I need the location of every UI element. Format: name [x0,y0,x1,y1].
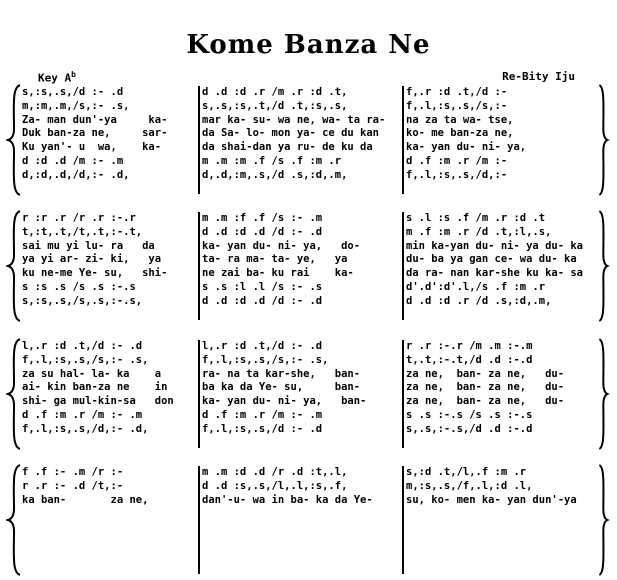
key-label: Key A [38,71,72,85]
notation-line: d,:d,.d,/d,:- .d, [22,168,130,181]
notation-line: f,.l,:s,.s,/d,:- [406,168,508,181]
song-title: Kome Banza Ne [186,30,431,60]
notation-line: d .d :d .r /d .s,:d,.m, [406,294,552,307]
key-signature [38,70,76,85]
right-brace [598,464,610,576]
composer: Re-Bity Iju [502,70,575,83]
notation-line: f,.l,:s,.s,/s,:- .s, [22,353,149,366]
lyric-line: ra- na ta kar-she, ban- [202,367,361,380]
right-brace [598,84,610,196]
key-accidental: b [71,70,76,79]
lyric-line: ka- yan du- ni- ya, do- [202,239,361,252]
lyric-line: Za- man dun'-ya ka- [22,113,168,126]
notation-line: d :d .d /m :- .m [22,155,124,167]
bar-line [402,340,404,448]
lyric-line: da Sa- lo- mon ya- ce du kan [202,127,380,140]
lyric-line: sai mu yi lu- ra da [22,239,155,252]
notation-line: t,:t,.t,/t,.t,:-.t, [22,225,143,238]
lyric-line: mar ka- su- wa ne, wa- ta ra- [202,113,386,126]
notation-line: m,:m,.m,/s,:- .s, [22,99,130,112]
notation-line: r .r :- .d /t,:- [22,479,124,492]
bar-line [402,212,404,320]
notation-line: f,.l,:s,.s,/d :- .d [202,422,323,435]
notation-line: f,.l,:s,.s,/s,:- [406,99,508,112]
notation-line: m .m :d .d /r .d :t,.l, [202,466,348,478]
lyric-line: su, ko- men ka- yan dun'-ya [406,493,577,506]
bar-line [198,466,200,574]
lyric-line: du- ba ya gan ce- wa du- ka [406,253,577,266]
notation-line: s :s .s /s .s :-.s [22,281,136,293]
notation-line: s .s :l .l /s :- .s [202,281,323,293]
notation-line: d .d :s,.s,/l,.l,:s,.f, [202,479,348,492]
notation-line: d'.d':d'.l,/s .f :m .r [406,281,546,293]
lyric-line: ne zai ba- ku rai ka- [202,267,354,280]
bar-line [198,212,200,320]
lyric-line: na za ta wa- tse, [406,113,514,126]
lyric-line: ba ka da Ye- su, ban- [202,381,361,394]
lyric-line: za ne, ban- za ne, du- [406,381,565,394]
lyric-line: Ku yan'- u wa, ka- [22,141,162,154]
lyric-line: za ne, ban- za ne, du- [406,395,565,408]
notation-line: s,.s,:-.s,/d .d :-.d [406,422,533,435]
notation-line: d .d :d .r /m .r :d .t, [202,86,348,98]
notation-line: t,.t,:-.t,/d .d :-.d [406,353,533,366]
music-system [6,84,610,196]
notation-line: f,.l,:s,.s,/s,:- .s, [202,353,329,366]
notation-line: m,:s,.s,/f,.l,:d .l, [406,479,533,492]
lyric-line: da shai-dan ya ru- de ku da [202,141,373,154]
lyric-line: da ra- nan kar-she ku ka- sa [406,267,584,280]
notation-line: m .f :m .r /d .t,:l,.s, [406,225,552,238]
notation-line: m .m :m .f /s .f :m .r [202,155,342,167]
lyric-line: ku ne-me Ye- su, shi- [22,267,168,280]
bar-line [198,86,200,194]
notation-line: f .f :- .m /r :- [22,466,124,478]
notation-line: r :r .r /r .r :-.r [22,212,136,224]
notation-line: r .r :-.r /m .m :-.m [406,340,533,352]
notation-line: d,.d,:m,.s,/d .s,:d,.m, [202,168,348,181]
music-system [6,464,610,576]
music-system [6,338,610,450]
lyric-line: ka ban- za ne, [22,493,149,506]
notation-line: s,:d .t,/l,.f :m .r [406,466,527,478]
lyric-line: min ka-yan du- ni- ya du- ka [406,239,584,252]
lyric-line: shi- ga mul-kin-sa don [22,395,174,408]
notation-line: d .f :m .r /m :- [406,155,508,167]
lyric-line: dan'-u- wa in ba- ka da Ye- [202,493,373,506]
notation-line: l,.r :d .t,/d :- .d [22,340,143,352]
notation-line: s .l :s .f /m .r :d .t [406,212,546,224]
notation-line: d .d :d .d /d :- .d [202,225,323,238]
lyric-line: ko- me ban-za ne, [406,127,514,140]
notation-line: s,:s,.s,/s,.s,:-.s, [22,294,143,307]
notation-line: s,.s,:s,.t,/d .t,:s,.s, [202,99,348,112]
lyric-line: Duk ban-za ne, sar- [22,127,168,140]
notation-line: f,.r :d .t,/d :- [406,86,508,98]
lyric-line: za su hal- la- ka a [22,367,162,380]
notation-line: s,:s,.s,/d :- .d [22,86,124,98]
notation-line: d .f :m .r /m :- .m [22,409,143,421]
lyric-line: ka- yan du- ni- ya, [406,141,527,154]
bar-line [402,466,404,574]
music-system [6,210,610,322]
lyric-line: za ne, ban- za ne, du- [406,367,565,380]
notation-line: s .s :-.s /s .s :-.s [406,409,533,421]
notation-line: d .d :d .d /d :- .d [202,294,323,307]
notation-line: f,.l,:s,.s,/d,:- .d, [22,422,149,435]
bar-line [402,86,404,194]
lyric-line: ta- ra ma- ta- ye, ya [202,253,348,266]
notation-line: m .m :f .f /s :- .m [202,212,323,224]
notation-line: l,.r :d .t,/d :- .d [202,340,323,352]
lyric-line: ka- yan du- ni- ya, ban- [202,395,367,408]
right-brace [598,210,610,322]
lyric-line: ai- kin ban-za ne in [22,381,168,394]
right-brace [598,338,610,450]
notation-line: d .f :m .r /m :- .m [202,409,323,421]
bar-line [198,340,200,448]
lyric-line: ya yi ar- zi- ki, ya [22,253,162,266]
